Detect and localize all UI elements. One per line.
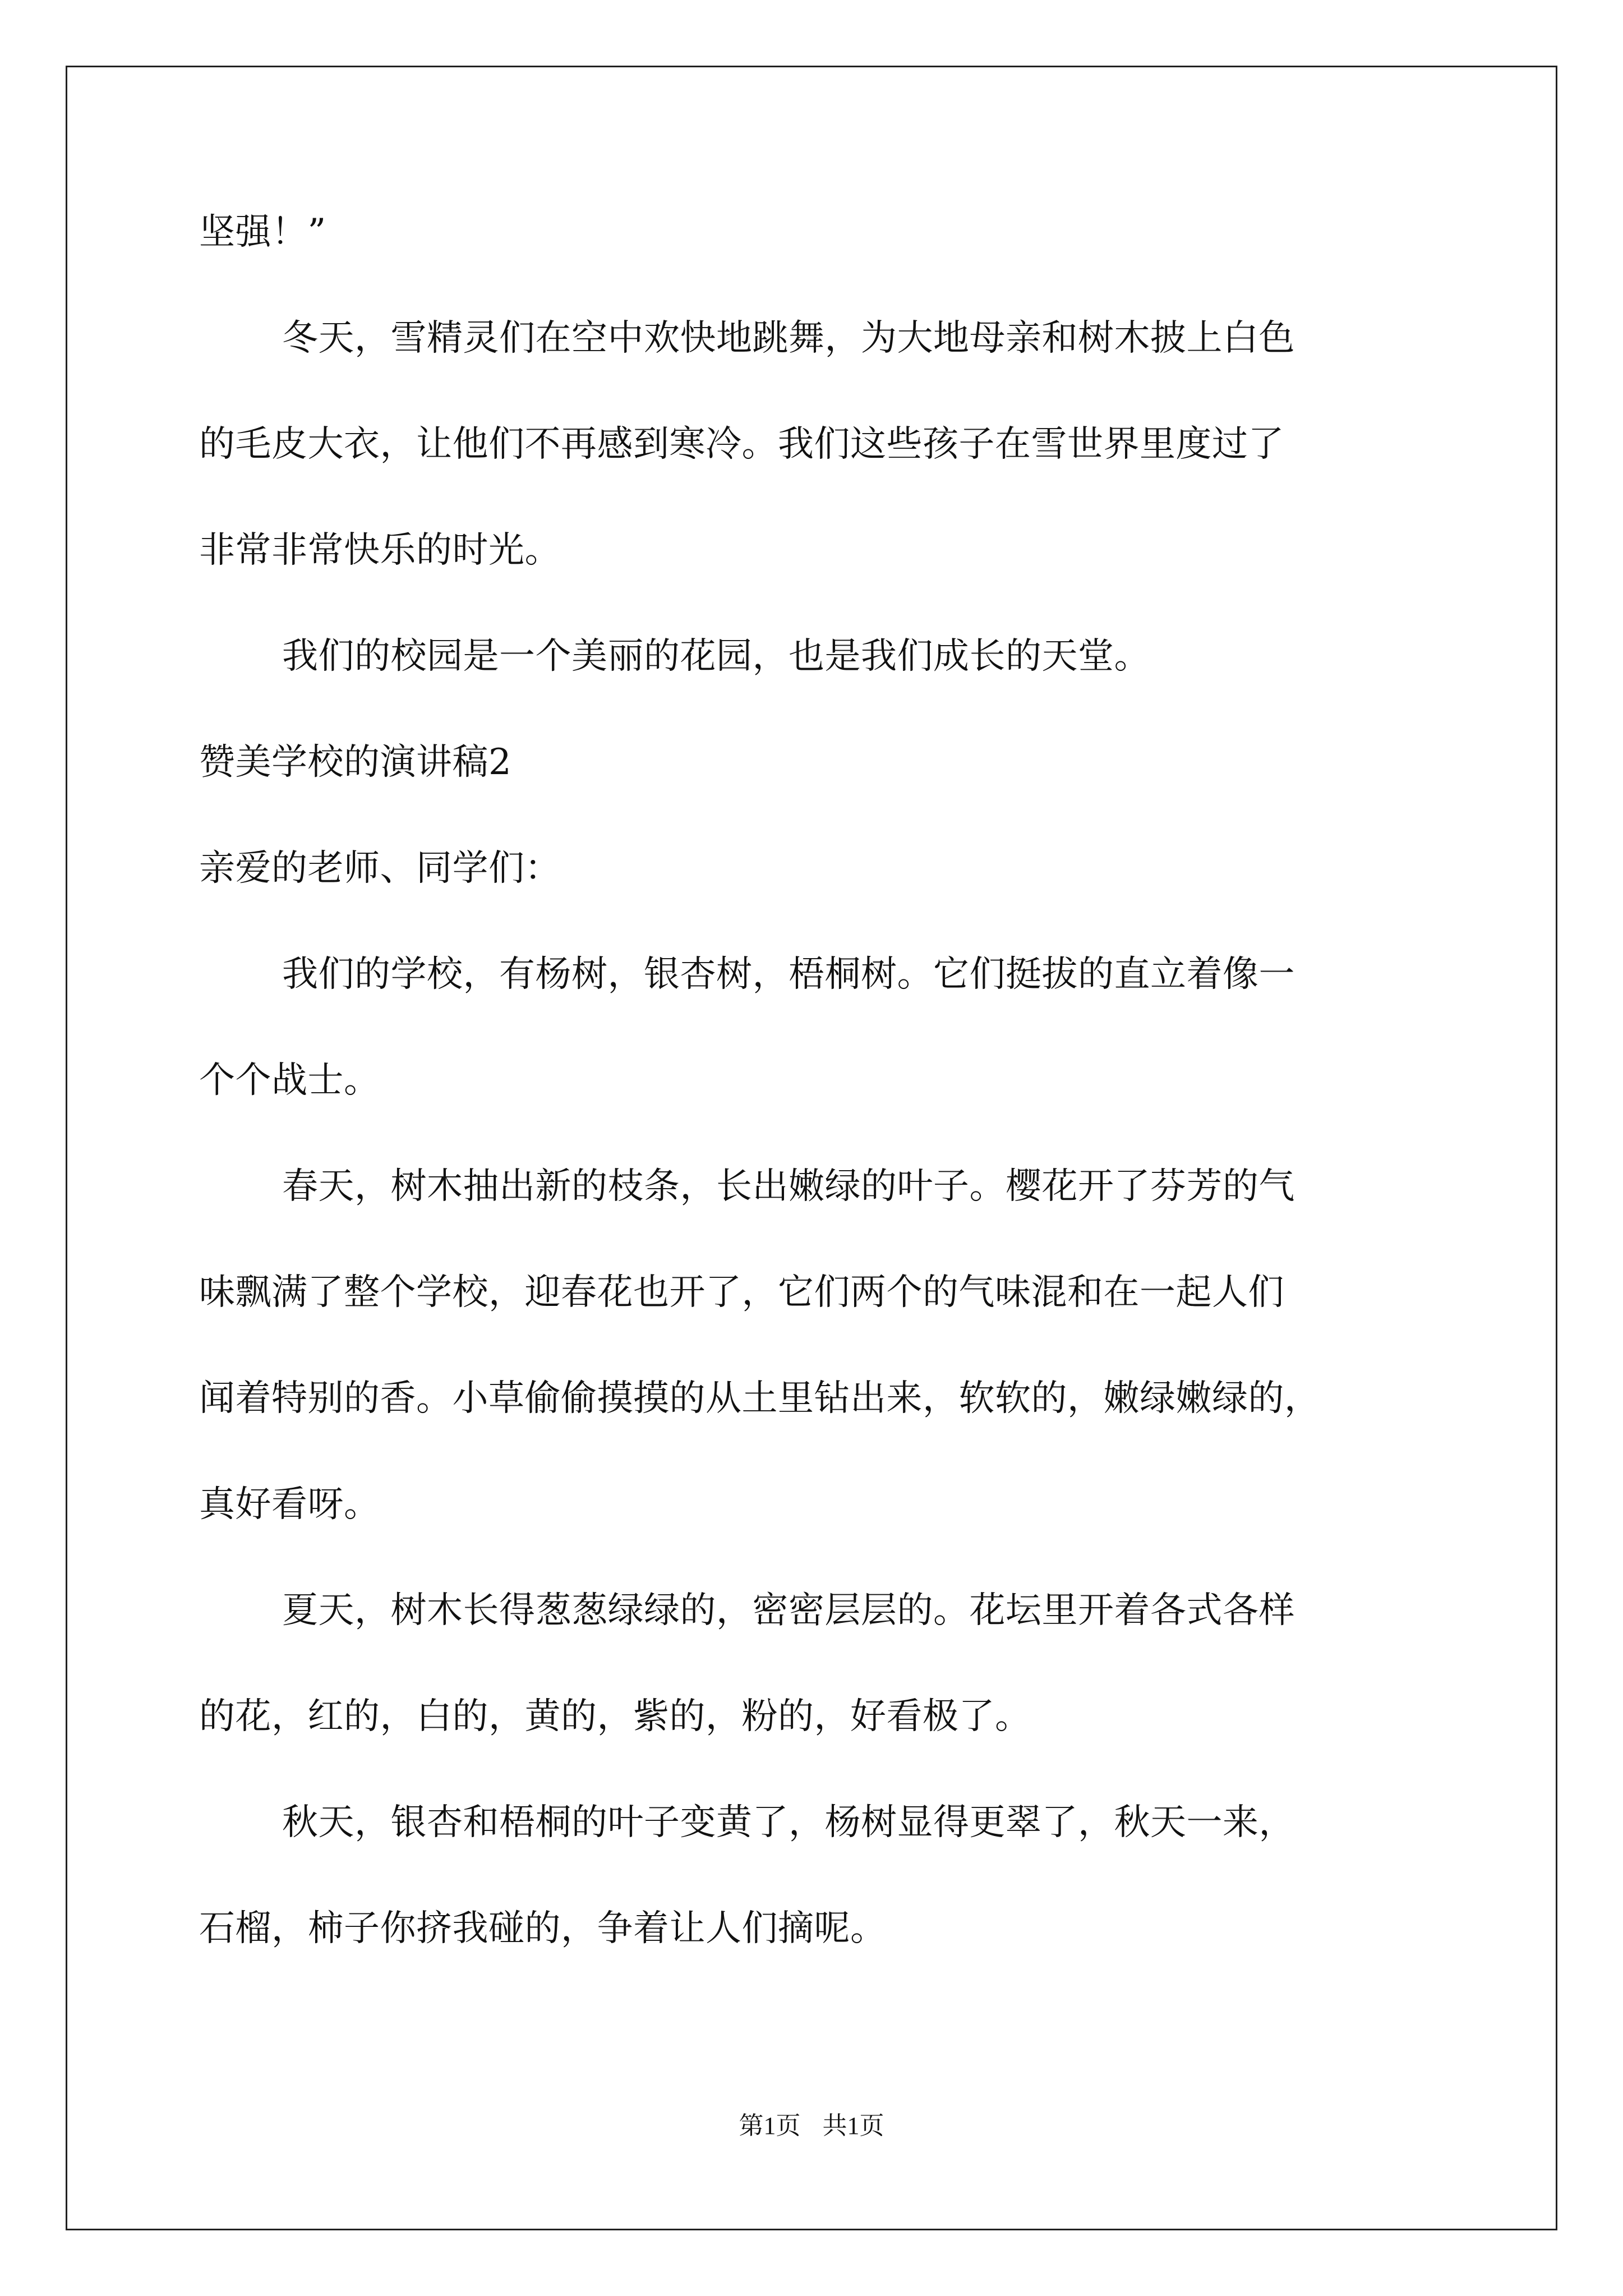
page-number-current: 第1页 — [739, 2112, 801, 2139]
text-line: 春天，树木抽出新的枝条，长出嫩绿的叶子。樱花开了芬芳的气 — [282, 1166, 1295, 1207]
salutation: 亲爱的老师、同学们： — [199, 848, 561, 889]
page-border — [66, 66, 1557, 2230]
text-line: 石榴，柿子你挤我碰的，争着让人们摘呢。 — [199, 1908, 887, 1949]
text-line: 坚强！” — [199, 211, 326, 253]
page-footer — [0, 2114, 1623, 2138]
text-line: 的毛皮大衣，让他们不再感到寒冷。我们这些孩子在雪世界里度过了 — [199, 424, 1284, 465]
text-line: 闻着特别的香。小草偷偷摸摸的从土里钻出来，软软的，嫩绿嫩绿的， — [199, 1378, 1321, 1419]
page-number-total: 共1页 — [822, 2112, 884, 2139]
text-line: 冬天，雪精灵们在空中欢快地跳舞，为大地母亲和树木披上白色 — [282, 318, 1295, 359]
section-heading: 赞美学校的演讲稿2 — [199, 742, 512, 783]
text-line: 我们的学校，有杨树，银杏树，梧桐树。它们挺拔的直立着像一 — [282, 954, 1295, 995]
text-line: 秋天，银杏和梧桐的叶子变黄了，杨树显得更翠了，秋天一来， — [282, 1802, 1295, 1843]
text-line: 个个战士。 — [199, 1060, 380, 1101]
text-line: 味飘满了整个学校，迎春花也开了，它们两个的气味混和在一起人们 — [199, 1272, 1284, 1313]
text-line: 非常非常快乐的时光。 — [199, 530, 561, 571]
text-line: 夏天，树木长得葱葱绿绿的，密密层层的。花坛里开着各式各样 — [282, 1590, 1295, 1631]
text-line: 真好看呀。 — [199, 1484, 380, 1525]
text-line: 的花，红的，白的，黄的，紫的，粉的，好看极了。 — [199, 1696, 1031, 1737]
text-line: 我们的校园是一个美丽的花园，也是我们成长的天堂。 — [282, 636, 1150, 677]
